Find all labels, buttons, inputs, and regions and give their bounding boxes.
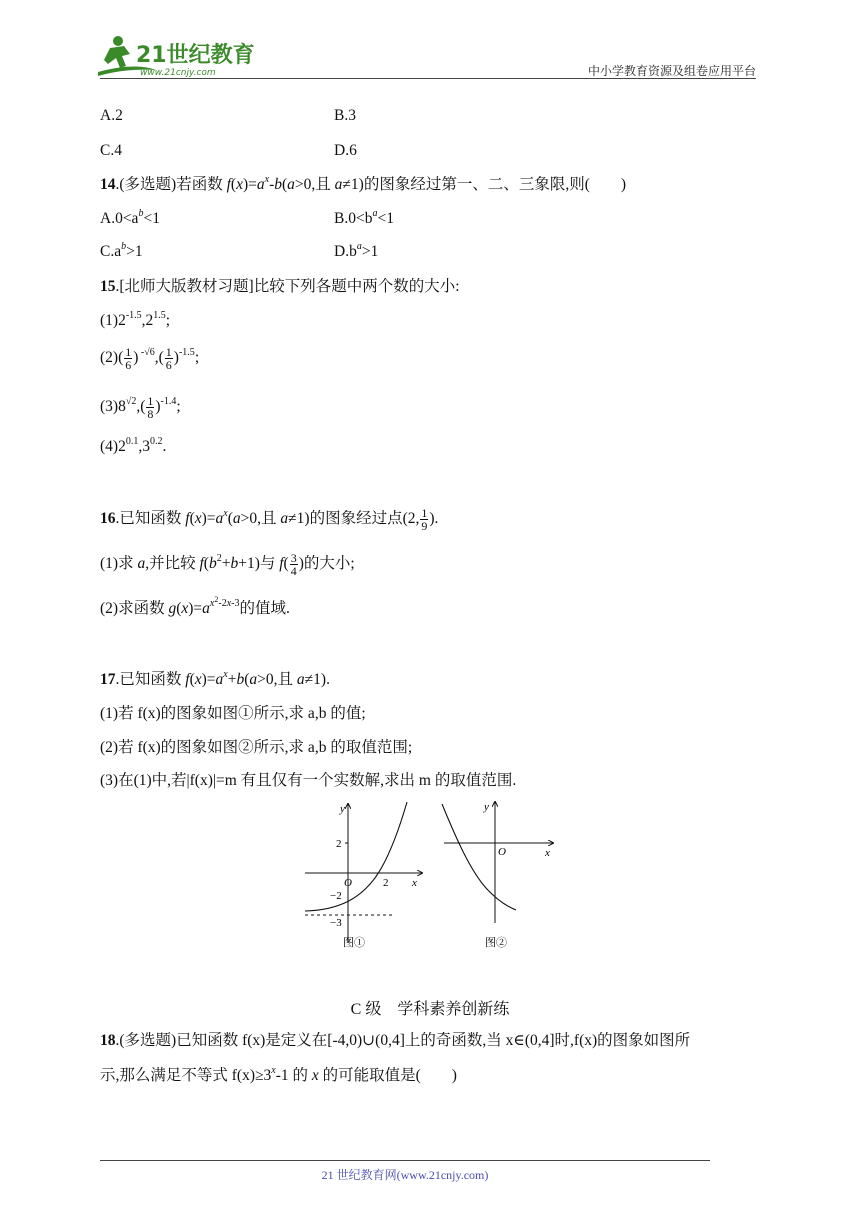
footer-divider <box>100 1160 710 1161</box>
q17-part3: (3)在(1)中,若|f(x)|=m 有且仅有一个实数解,求出 m 的取值范围. <box>100 772 517 789</box>
q14-option-c: $C.a^b>1$ <box>100 241 143 260</box>
figure-2-graph <box>438 798 563 953</box>
fig2-origin-label: O <box>498 846 506 858</box>
q13-options-row2 <box>100 141 357 161</box>
q16-part2: (2)求函数 $g(x)=a^{x^2-2x-3}$的值域. <box>100 595 290 617</box>
q15-part2: (2)( $\frac{1}{6}$ ) $^{-√6}$,( $\frac{1}{6}$ )$^{-1.5}$; <box>100 345 200 372</box>
q15-part4: $(4)2^{0.1},3^{0.2}$. <box>100 436 167 455</box>
q16-stem: 16.已知函数 $f(x)=a^x(a>0$,且 a≠1)的图象经过点(2, $\frac{1}{9}$ ). <box>100 506 439 533</box>
q13-options-row1 <box>100 106 356 126</box>
fig2-y-label: y <box>484 801 489 813</box>
q18-line1: 18.(多选题)已知函数 f(x)是定义在[-4,0)∪(0,4]上的奇函数,当 x∈(0,4]时,f(x)的图象如图所 <box>100 1032 691 1049</box>
fig1-caption: 图① <box>343 937 365 949</box>
fig1-tick-2x: 2 <box>383 877 389 889</box>
logo-text: 21世纪教育 <box>136 43 255 68</box>
q17-stem: 17.已知函数 $f(x)=a^x+b(a>0$,且 a≠1). <box>100 669 330 688</box>
site-logo <box>96 32 266 80</box>
figure-1-graph <box>300 798 430 953</box>
fig1-tick-neg2: −2 <box>330 890 342 902</box>
q13-option-d: D.6 <box>334 142 357 159</box>
q13-option-c: C.4 <box>100 142 122 159</box>
q15-part1: $(1)2^{-1.5},2^{1.5}$; <box>100 310 171 329</box>
q13-option-b: B.3 <box>334 107 356 124</box>
q15-part3: $(3)8^{√2}$,( $\frac{1}{8}$ )$^{-1.4}$; <box>100 394 181 421</box>
fig1-tick-neg3: −3 <box>330 917 342 929</box>
fig1-x-label: x <box>412 877 417 889</box>
q15-stem: 15.[北师大版教材习题]比较下列各题中两个数的大小: <box>100 278 460 295</box>
footer-text: 21 世纪教育网(www.21cnjy.com) <box>321 1168 489 1182</box>
q16-part1: (1)求 a,并比较 $f(b^2+b+1)$与 f( $\frac{3}{4}$ )的大小; <box>100 551 355 578</box>
q14-option-d: $D.b^a>1$ <box>334 241 379 260</box>
fig1-tick-2y: 2 <box>336 838 342 850</box>
q14-option-a: $A.0<a^b<1$ <box>100 208 160 227</box>
q17-part2: (2)若 f(x)的图象如图②所示,求 a,b 的取值范围; <box>100 739 413 756</box>
fig2-x-label: x <box>545 847 550 859</box>
q18-line2: 示,那么满足不等式 $f(x)\ge 3^x-1$ 的 x 的可能取值是( ) <box>100 1065 457 1084</box>
header-divider <box>100 78 756 79</box>
q14-options-row2 <box>100 241 379 262</box>
fig1-curve <box>305 802 407 911</box>
q14-option-b: $B.0<b^a<1$ <box>334 208 394 227</box>
q15-number: 15 <box>100 278 116 295</box>
q14-stem-post: 的图象经过第一、二、三象限,则( ) <box>363 176 627 193</box>
fig1-origin-label: O <box>344 877 352 889</box>
logo-url: www.21cnjy.com <box>140 68 216 78</box>
q14-options-row1 <box>100 208 394 229</box>
fig2-caption: 图② <box>485 937 507 949</box>
q13-option-a: A.2 <box>100 107 123 124</box>
q14-stem-pre: .(多选题)若函数 <box>115 176 227 193</box>
q14-stem: 14.(多选题)若函数 $f(x)=a^x-b(a>0$,且 a≠1)的图象经过第一、二、三象限,则( ) <box>100 174 627 193</box>
section-c-title: C 级 学科素养创新练 <box>350 1001 510 1018</box>
fig1-y-label: y <box>340 803 345 815</box>
q14-number: 14 <box>100 176 116 193</box>
q17-part1: (1)若 f(x)的图象如图①所示,求 a,b 的值; <box>100 705 366 722</box>
header-right-text: 中小学教育资源及组卷应用平台 <box>587 64 756 78</box>
